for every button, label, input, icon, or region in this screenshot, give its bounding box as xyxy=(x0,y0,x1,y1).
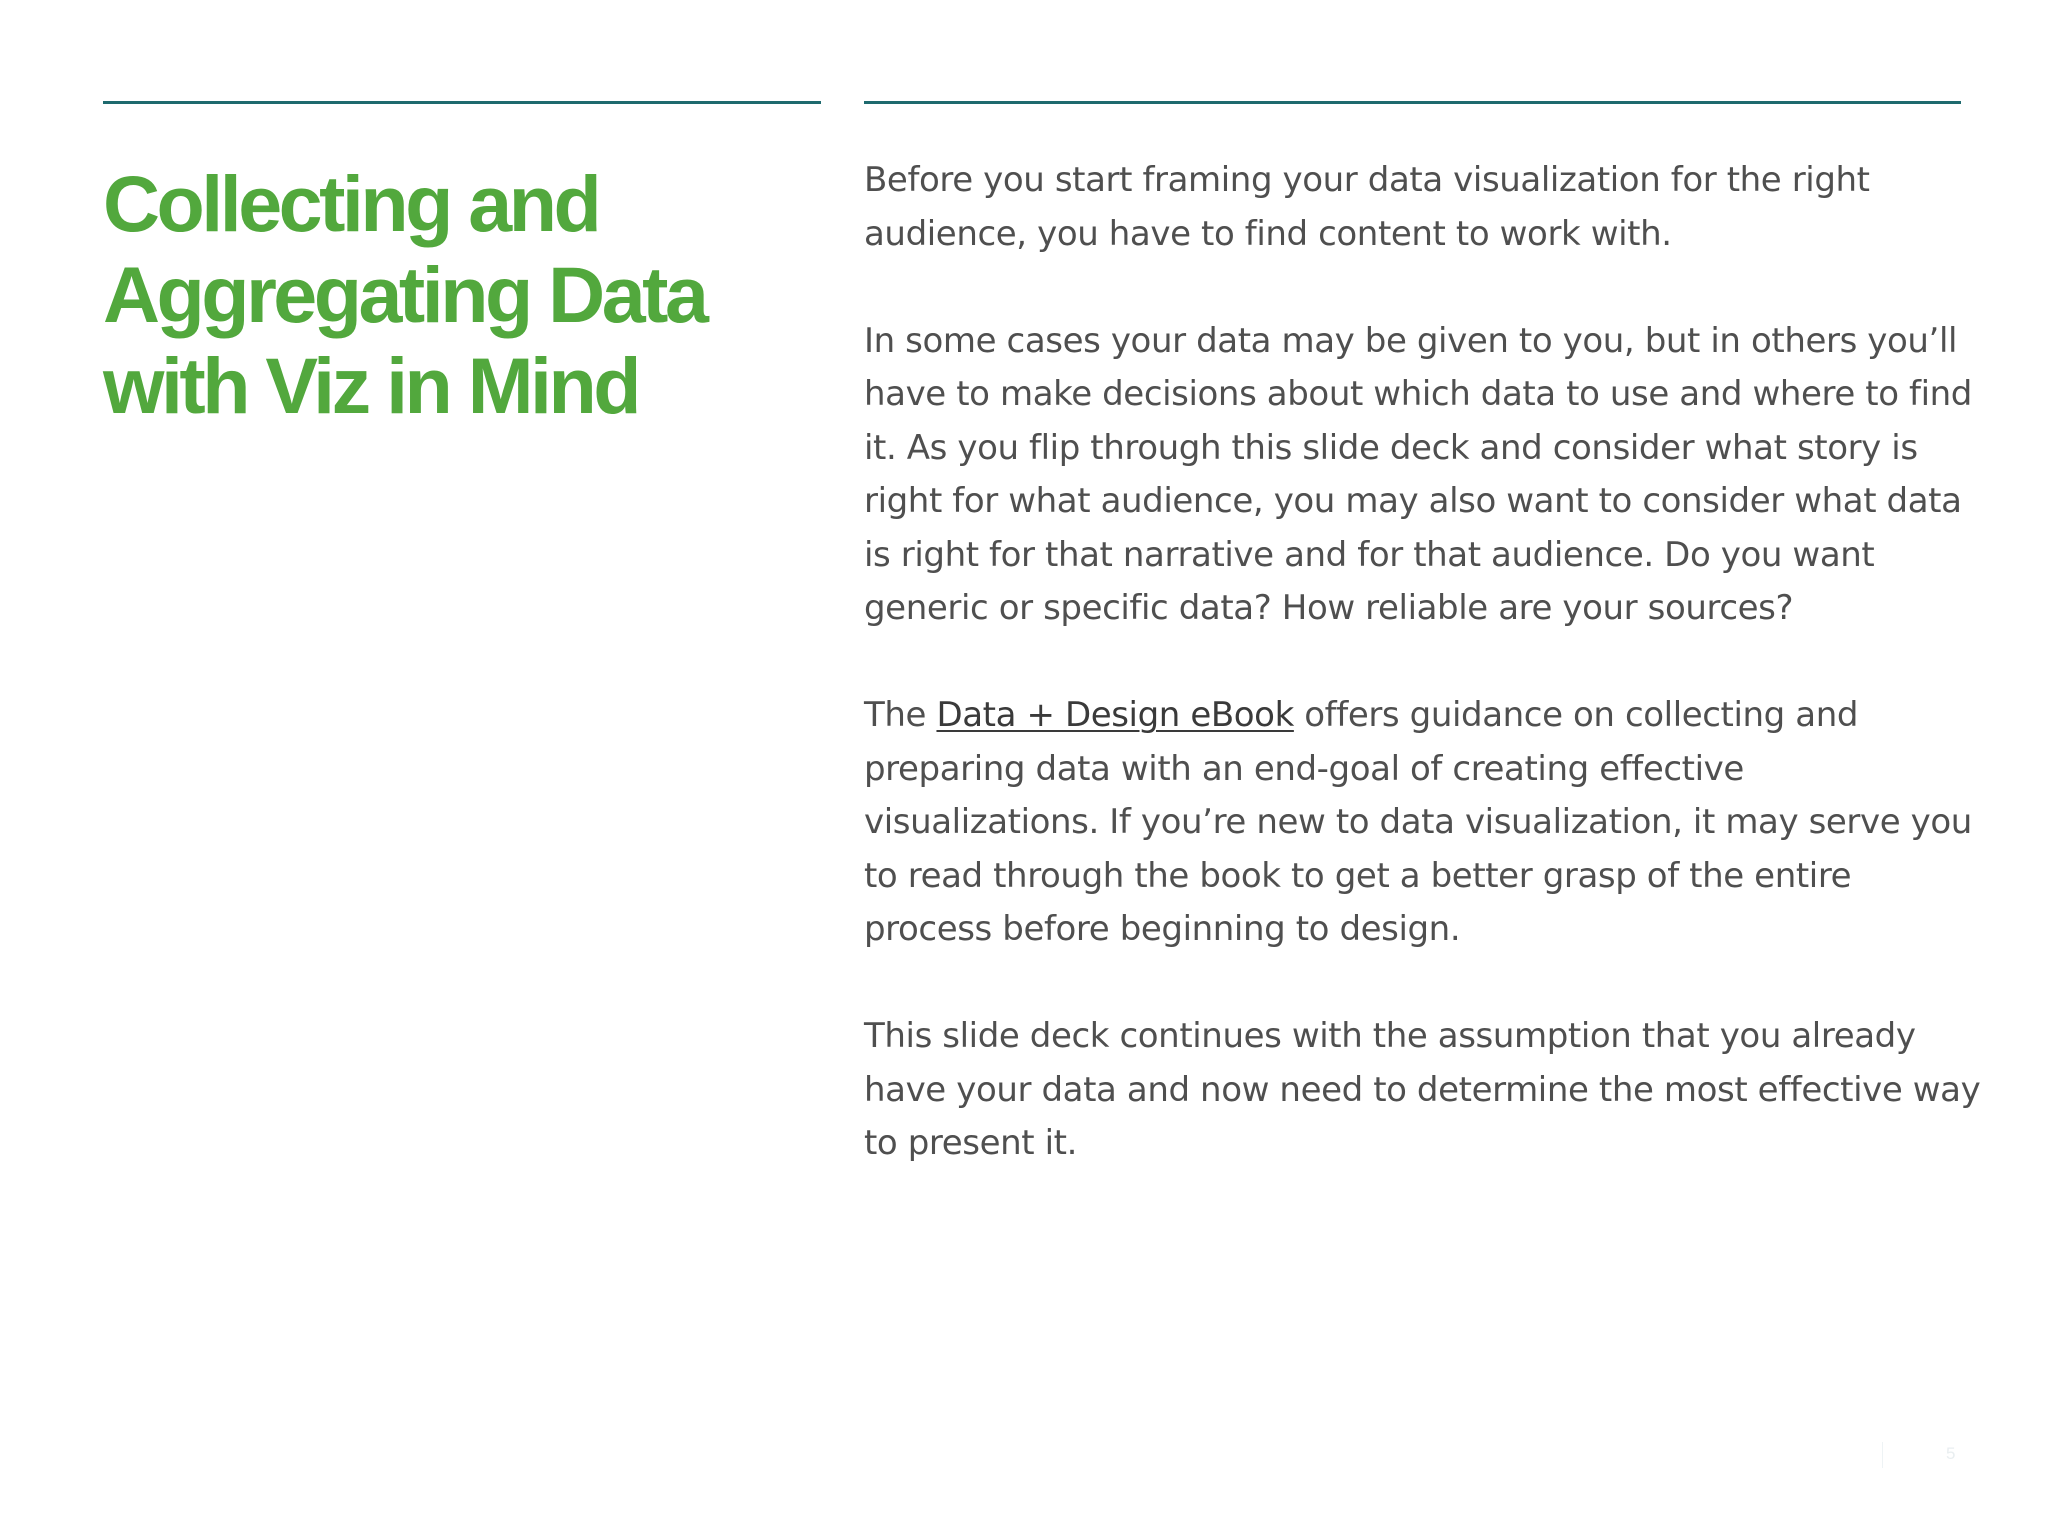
paragraph-2-line: In some cases your data may be given to you, but in others you’ll xyxy=(864,320,1958,361)
paragraph-4-line: to present it. xyxy=(864,1123,1077,1163)
top-rule-right xyxy=(864,101,1961,104)
paragraph-2-line: right for what audience, you may also want to consider what data xyxy=(864,481,1962,521)
paragraph-4-line: This slide deck continues with the assumption that you already xyxy=(864,1016,1916,1056)
paragraph-2-line: is right for that narrative and for that audience. Do you want xyxy=(864,534,1875,575)
top-rule-left xyxy=(103,101,821,104)
paragraph-3-line: to read through the book to get a better grasp of the entire xyxy=(864,855,1852,896)
paragraph-3-line: preparing data with an end-goal of creating effective xyxy=(864,748,1744,789)
paragraph-4 xyxy=(864,1010,1984,1171)
footer-separator xyxy=(1882,1442,1883,1468)
paragraph-1 xyxy=(864,154,1984,261)
paragraph-2 xyxy=(864,315,1984,636)
paragraph-3-prefix: The xyxy=(864,695,937,735)
paragraph-2-line: generic or specific data? How reliable are your sources? xyxy=(864,588,1794,628)
slide-title xyxy=(103,158,803,431)
paragraph-4-line: have your data and now need to determine the most effective way xyxy=(864,1069,1981,1110)
paragraph-1-line: Before you start framing your data visualization for the right xyxy=(864,160,1870,200)
paragraph-3 xyxy=(864,689,1984,957)
data-design-ebook-link[interactable]: Data + Design eBook xyxy=(936,695,1294,735)
paragraph-2-line: have to make decisions about which data to use and where to find xyxy=(864,374,1972,414)
title-line-1: Collecting and xyxy=(103,159,599,248)
paragraph-2-line: it. As you flip through this slide deck and consider what story is xyxy=(864,427,1918,468)
body-text xyxy=(864,154,1984,1224)
paragraph-1-line: audience, you have to find content to work with. xyxy=(864,213,1672,254)
page-number: 5 xyxy=(1946,1444,1956,1463)
paragraph-3-line: visualizations. If you’re new to data visualization, it may serve you xyxy=(864,802,1972,842)
title-line-3: with Viz in Mind xyxy=(103,341,638,430)
title-line-2: Aggregating Data xyxy=(103,250,706,339)
paragraph-3-suffix: offers guidance on collecting and xyxy=(1293,695,1859,735)
paragraph-3-line-1 xyxy=(864,689,1984,743)
paragraph-3-line: process before beginning to design. xyxy=(864,909,1461,949)
